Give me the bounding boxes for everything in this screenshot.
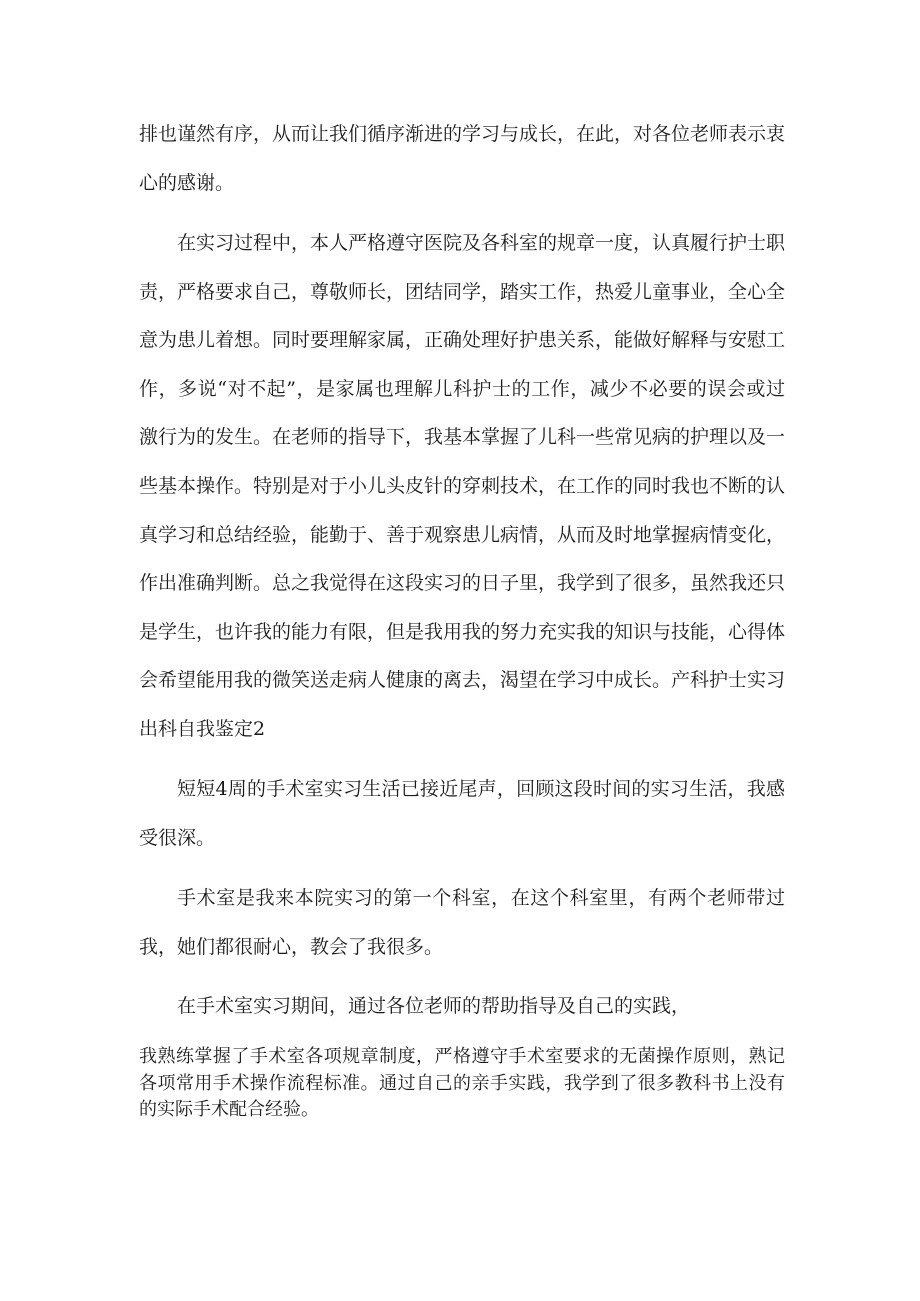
paragraph-2: 在实习过程中，本人严格遵守医院及各科室的规章一度，认真履行护士职责，严格要求自己，尊敬师长，团结同学，踏实工作，热爱儿童事业，全心全意为患儿着想。同时要理解家属，正确处理好护患关系，能做好解释与安慰工作，多说“对不起”，是家属也理解儿科护士的工作，减少不必要的误会或过激行为的发生。在老师的指导下，我基本掌握了儿科一些常见病的护理以及一些基本操作。特别是对于小儿头皮针的穿刺技术，在工作的同时我也不断的认真学习和总结经验，能勤于、善于观察患儿病情，从而及时地掌握病情变化，作出准确判断。总之我觉得在这段实习的日子里，我学到了很多，虽然我还只是学生，也许我的能力有限，但是我用我的努力充实我的知识与技能，心得体会希望能用我的微笑送走病人健康的离去，渴望在学习中成长。产科护士实习出科自我鉴定2 (139, 232, 786, 740)
paragraph-3: 短短4周的手术室实习生活已接近尾声，回顾这段时间的实习生活，我感受很深。 (139, 778, 785, 849)
paragraph-6: 我熟练掌握了手术室各项规章制度，严格遵守手术室要求的无菌操作原则，熟记各项常用手术操作流程标准。通过自己的亲手实践，我学到了很多教科书上没有的实际手术配合经验。 (139, 1046, 785, 1120)
paragraph-1: 排也谨然有序，从而让我们循序渐进的学习与成长，在此，对各位老师表示衷心的感谢。 (139, 123, 786, 194)
paragraph-5: 在手术室实习期间，通过各位老师的帮助指导及自己的实践， (177, 995, 691, 1017)
paragraph-4: 手术室是我来本院实习的第一个科室，在这个科室里，有两个老师带过我，她们都很耐心，教会了我很多。 (139, 887, 785, 958)
